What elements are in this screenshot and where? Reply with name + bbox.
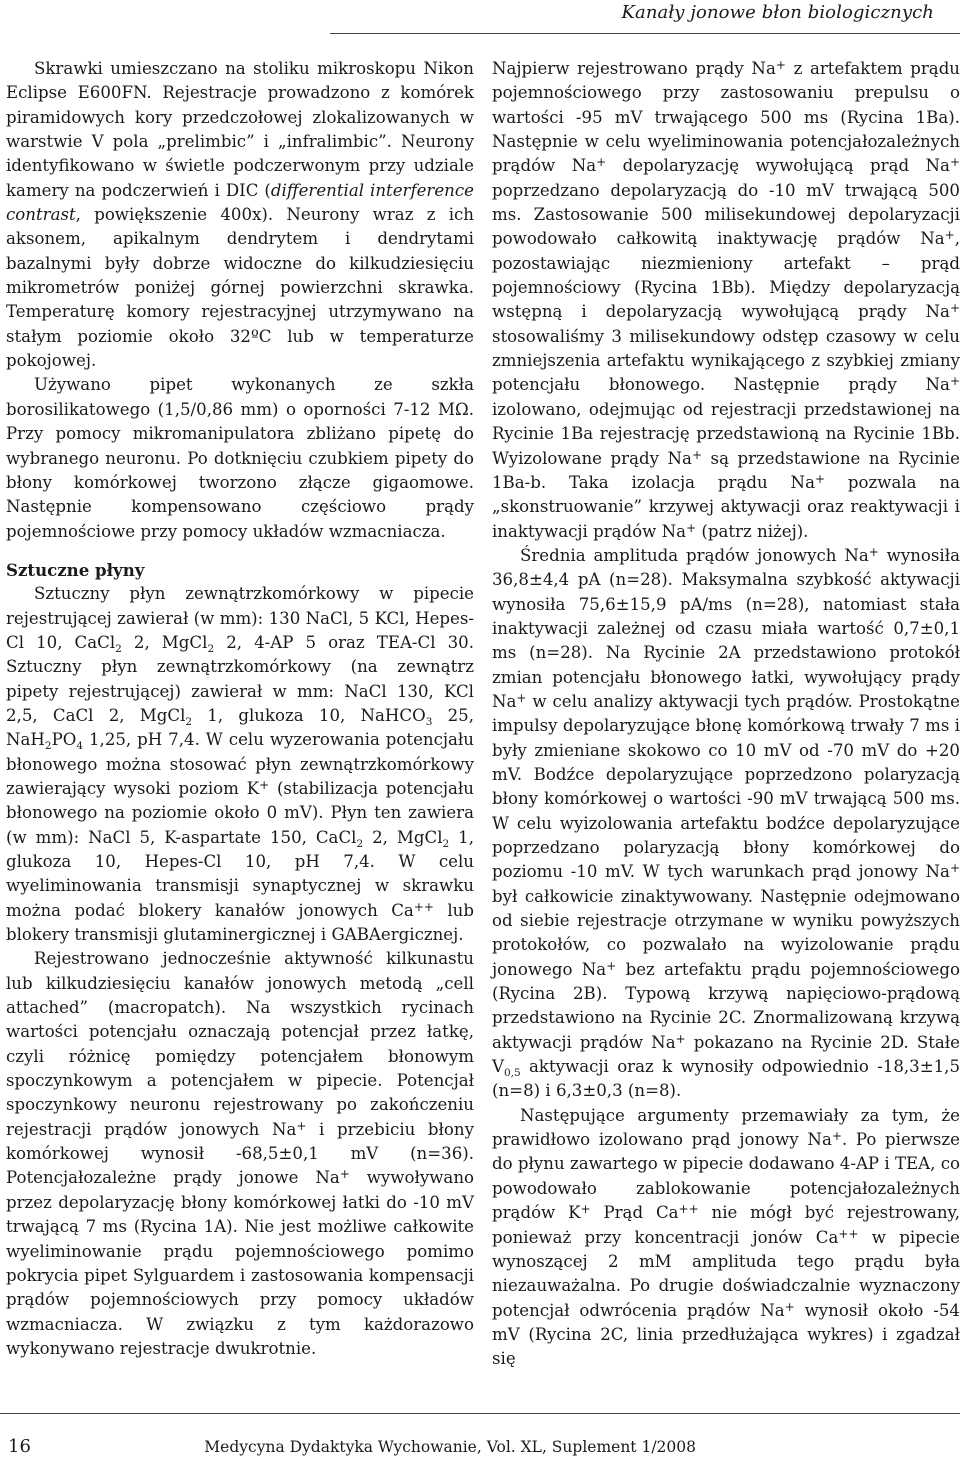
page-number: 16 (8, 1436, 31, 1457)
header-rule (330, 33, 960, 34)
footer-rule (0, 1413, 960, 1414)
right-column (492, 57, 960, 1372)
paragraph-isolation: Najpierw rejestrowano prądy Na+ z artefaktem prądu pojemnościowego przy zastosowaniu prepulsu o wartości -95 mV trwającego 500 ms (Rycina 1Ba). Następnie w celu wyeliminowania potencjałozależnych prądów Na+ depolaryzację wywołującą prąd Na+ poprzedzano depolaryzacją do -10 mV trwającą 500 ms. Zastosowanie 500 milisekundowej depolaryzacji powodowało całkowitą inaktywację prądów Na+, pozostawiając niezmieniony artefakt – prąd pojemnościowy (Rycina 1Bb). Między depolaryzacją wstępną i depolaryzacją wywołującą prądy Na+ stosowaliśmy 3 milisekundowy odstęp czasowy w celu zmniejszenia artefaktu wynikającego z szybkiej zmiany potencjału błonowego. Następnie prądy Na+ izolowano, odejmując od rejestracji przedstawionej na Rycinie 1Ba rejestrację przedstawioną na Rycinie 1Bb. Wyizolowane prądy Na+ są przedstawione na Rycinie 1Ba-b. Taka izolacja prądu Na+ pozwala na „skonstruowanie” krzywej aktywacji oraz reaktywacji i inaktywacji prądów Na+ (patrz niżej). (492, 58, 960, 541)
journal-citation: Medycyna Dydaktyka Wychowanie, Vol. XL, Suplement 1/2008 (204, 1438, 696, 1456)
running-header (0, 0, 960, 44)
paragraph-pipettes: Używano pipet wykonanych ze szkła borosilikatowego (1,5/0,86 mm) o oporności 7-12 MΩ. Przy pomocy mikromanipulatora zbliżano pipetę do wybranego neuronu. Po dotknięciu czubkiem pipety do błony komórkowej tworzono złącze gigaomowe. Następnie kompensowano częściowo prądy pojemnościowe przy pomocy układów wzmacniacza. (6, 375, 474, 541)
running-title: Kanały jonowe błon biologicznych (621, 2, 934, 23)
section-heading: Sztuczne płyny (6, 559, 145, 580)
paragraph-fluids: Sztuczny płyn zewnątrzkomórkowy w pipecie rejestrującej zawierał (w mm): 130 NaCl, 5 KCl, Hepes-Cl 10, CaCl$_2$ 2, MgCl$_2$ 2, 4-AP 5 oraz TEA-Cl 30. Sztuczny płyn zewnątrzkomórkowy (na zewnątrz pipety rejestrującej) zawierał w mm: NaCl 130, KCl 2,5, CaCl 2, MgCl$_2$ 1, glukoza 10, NaHCO$_3$ 25, $NaH_2PO_4$ 1,25, pH 7,4. W celu wyzerowania potencjału błonowego można stosować płyn zewnątrzkomórkowy zawierający wysoki poziom K+ (stabilizacja potencjału błonowego na poziomie około 0 mV). Płyn ten zawiera (w mm): NaCl 5, K-aspartate 150, CaCl$_2$ 2, MgCl$_2$ 1, glukoza 10, Hepes-Cl 10, pH 7,4. W celu wyeliminowania transmisji synaptycznej w skrawku można podać blokery kanałów jonowych Ca++ lub blokery transmisji glutaminergicznej i GABAergicznej. (6, 584, 475, 945)
paragraph-recording: Rejestrowano jednocześnie aktywność kilkunastu lub kilkudziesięciu kanałów jonowych metodą „cell attached” (macropatch). Na wszystkich rycinach wartości potencjału oznaczają potencjał przez łatkę, czyli różnicę pomiędzy potencjałem błonowym spoczynkowym a potencjałem w pipecie. Potencjał spoczynkowy neuronu rejestrowany po zakończeniu rejestracji prądów jonowych Na+ i przebiciu błony komórkowej wynosił -68,5±0,1 mV (n=36). Potencjałozależne prądy jonowe Na+ wywoływano przez depolaryzację błony komórkowej łatki do -10 mV trwającą 7 ms (Rycina 1A). Nie jest możliwe całkowite wyeliminowanie prądu pojemnościowego pomimo pokrycia pipet Sylguardem i zastosowania kompensacji prądów pojemnościowych przy pomocy układów wzmacniacza. W związku z tym każdorazowo wykonywano rejestracje dwukrotnie. (6, 949, 475, 1358)
left-column (6, 57, 474, 1361)
paragraph-slices: Skrawki umieszczano na stoliku mikroskopu Nikon Eclipse E600FN. Rejestracje prowadzono z komórek piramidowych kory przedczołowej zlokalizowanych w warstwie V pola „prelimbic” i „infralimbic”. Neurony identyfikowano w świetle podczerwonym przy udziale kamery na podczerwień i DIC (differential interference contrast, powiększenie 400x). Neurony wraz z ich aksonem, apikalnym dendrytem i dendrytami bazalnymi były dobrze widoczne do kilkudziesięciu mikrometrów poniżej górnej powierzchni skrawka. Temperaturę komory rejestracyjnej utrzymywano na stałym poziomie około 32ºC lub w temperaturze pokojowej. (6, 59, 474, 371)
paragraph-amplitude: Średnia amplituda prądów jonowych Na+ wynosiła 36,8±4,4 pA (n=28). Maksymalna szybkość aktywacji wynosiła 75,6±15,9 pA/ms (n=28), natomiast stała inaktywacji zależnej od czasu miała wartość 0,7±0,1 ms (n=28). Na Rycinie 2A przedstawiono protokół zmian potencjału błonowego łatki, wywołujący prądy Na+ w celu analizy aktywacji tych prądów. Prostokątne impulsy depolaryzujące błonę komórkową trwały 7 ms i były zmieniane skokowo co 10 mV od -70 mV do +20 mV. Bodźce depolaryzujące poprzedzono polaryzacją błony komórkowej o wartości -90 mV trwającą 500 ms. W celu wyizolowania artefaktu bodźce depolaryzujące poprzedzano polaryzacją błony komórkowej do poziomu -10 mV. W tych warunkach prąd jonowy Na+ był całkowicie zinaktywowany. Następnie odejmowano od siebie rejestracje otrzymane w wyniku powyższych protokołów, co pozwalało na wyizolowanie prądu jonowego Na+ bez artefaktu prądu pojemnościowego (Rycina 2B). Typową krzywą napięciowo-prądową przedstawiono na Rycinie 2C. Znormalizowaną krzywą aktywacji prądów Na+ pokazano na Rycinie 2D. Stałe $V_{0,5}$ aktywacji oraz k wynosiły odpowiednio -18,3±1,5 (n=8) i 6,3±0,3 (n=8). (492, 544, 960, 1101)
paragraph-arguments: Następujące argumenty przemawiały za tym, że prawidłowo izolowano prąd jonowy Na+. Po pierwsze do płynu zawartego w pipecie dodawano 4-AP i TEA, co powodowało zablokowanie potencjałozależnych prądów K+ Prąd Ca++ nie mógł być rejestrowany, ponieważ przy koncentracji jonów Ca++ w pipecie wynoszącej 2 mM amplituda tego prądu była niezauważalna. Po drugie doświadczalnie wyznaczony potencjał odwrócenia prądów Na+ wynosił około -54 mV (Rycina 2C, linia przedłużająca wykres) i zgadzał się (492, 1105, 960, 1369)
